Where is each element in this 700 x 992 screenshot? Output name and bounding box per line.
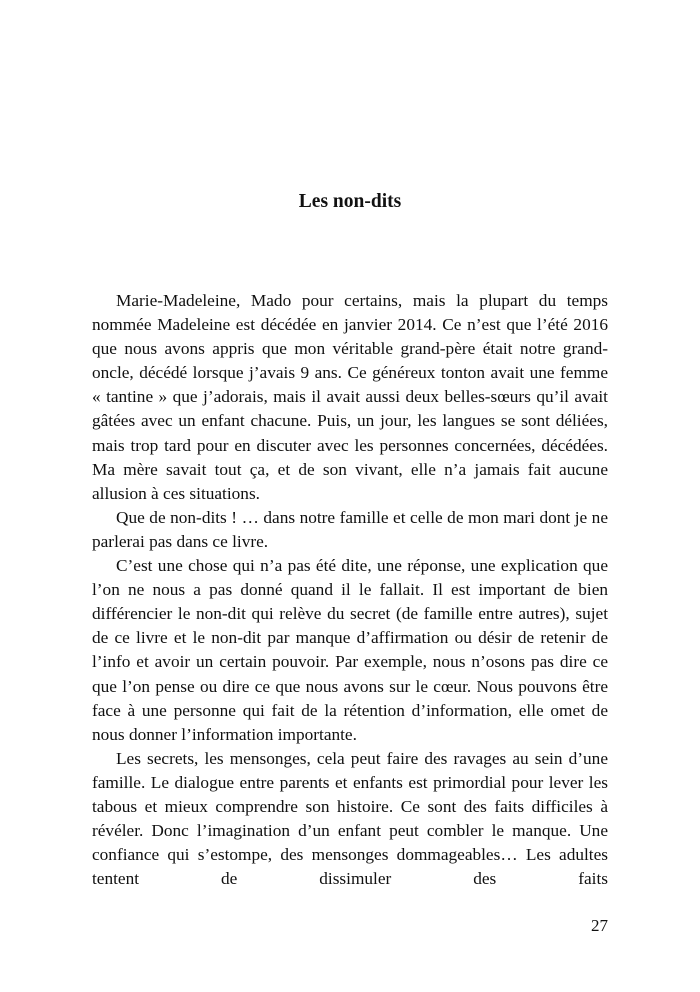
- paragraph: Que de non-dits ! … dans notre famille et celle de mon mari dont je ne parlerai pas dans ce livre.: [92, 507, 608, 551]
- paragraph: C’est une chose qui n’a pas été dite, une réponse, une explication que l’on ne nous a pas donné quand il le fallait. Il est important de bien différencier le non-dit qui relève du secret (de famille entre autres), sujet de ce livre et le non-dit par manque d’affirmation ou désir de retenir de l’info et avoir un certain pouvoir. Par exemple, nous n’osons pas dire ce que l’on pense ou dire ce que nous avons sur le cœur. Nous pouvons être face à une personne qui fait de la rétention d’information, elle omet de nous donner l’information importante.: [92, 556, 608, 744]
- paragraph: Les secrets, les mensonges, cela peut faire des ravages au sein d’une famille. Le dialogue entre parents et enfants est primordial pour lever les tabous et mieux comprendre son histoire. Ce sont des faits difficiles à révéler. Donc l’imagination d’un enfant peut combler le manque. Une confiance qui s’estompe, des mensonges dommageables… Les adultes tentent de dissimuler des faits: [92, 748, 608, 889]
- chapter-body: [92, 289, 608, 891]
- page-number: 27: [591, 916, 608, 935]
- paragraph: Marie-Madeleine, Mado pour certains, mais la plupart du temps nommée Madeleine est décédée en janvier 2014. Ce n’est que l’été 2016 que nous avons appris que mon véritable grand-père était notre grand-oncle, décédé lorsque j’avais 9 ans. Ce généreux tonton avait une femme « tantine » que j’adorais, mais il avait aussi deux belles-sœurs qu’il avait gâtées avec un enfant chacune. Puis, un jour, les langues se sont déliées, mais trop tard pour en discuter avec les personnes concernées, décédées. Ma mère savait tout ça, et de son vivant, elle n’a jamais fait aucune allusion à ces situations.: [92, 291, 608, 503]
- chapter-title: Les non-dits: [298, 191, 402, 212]
